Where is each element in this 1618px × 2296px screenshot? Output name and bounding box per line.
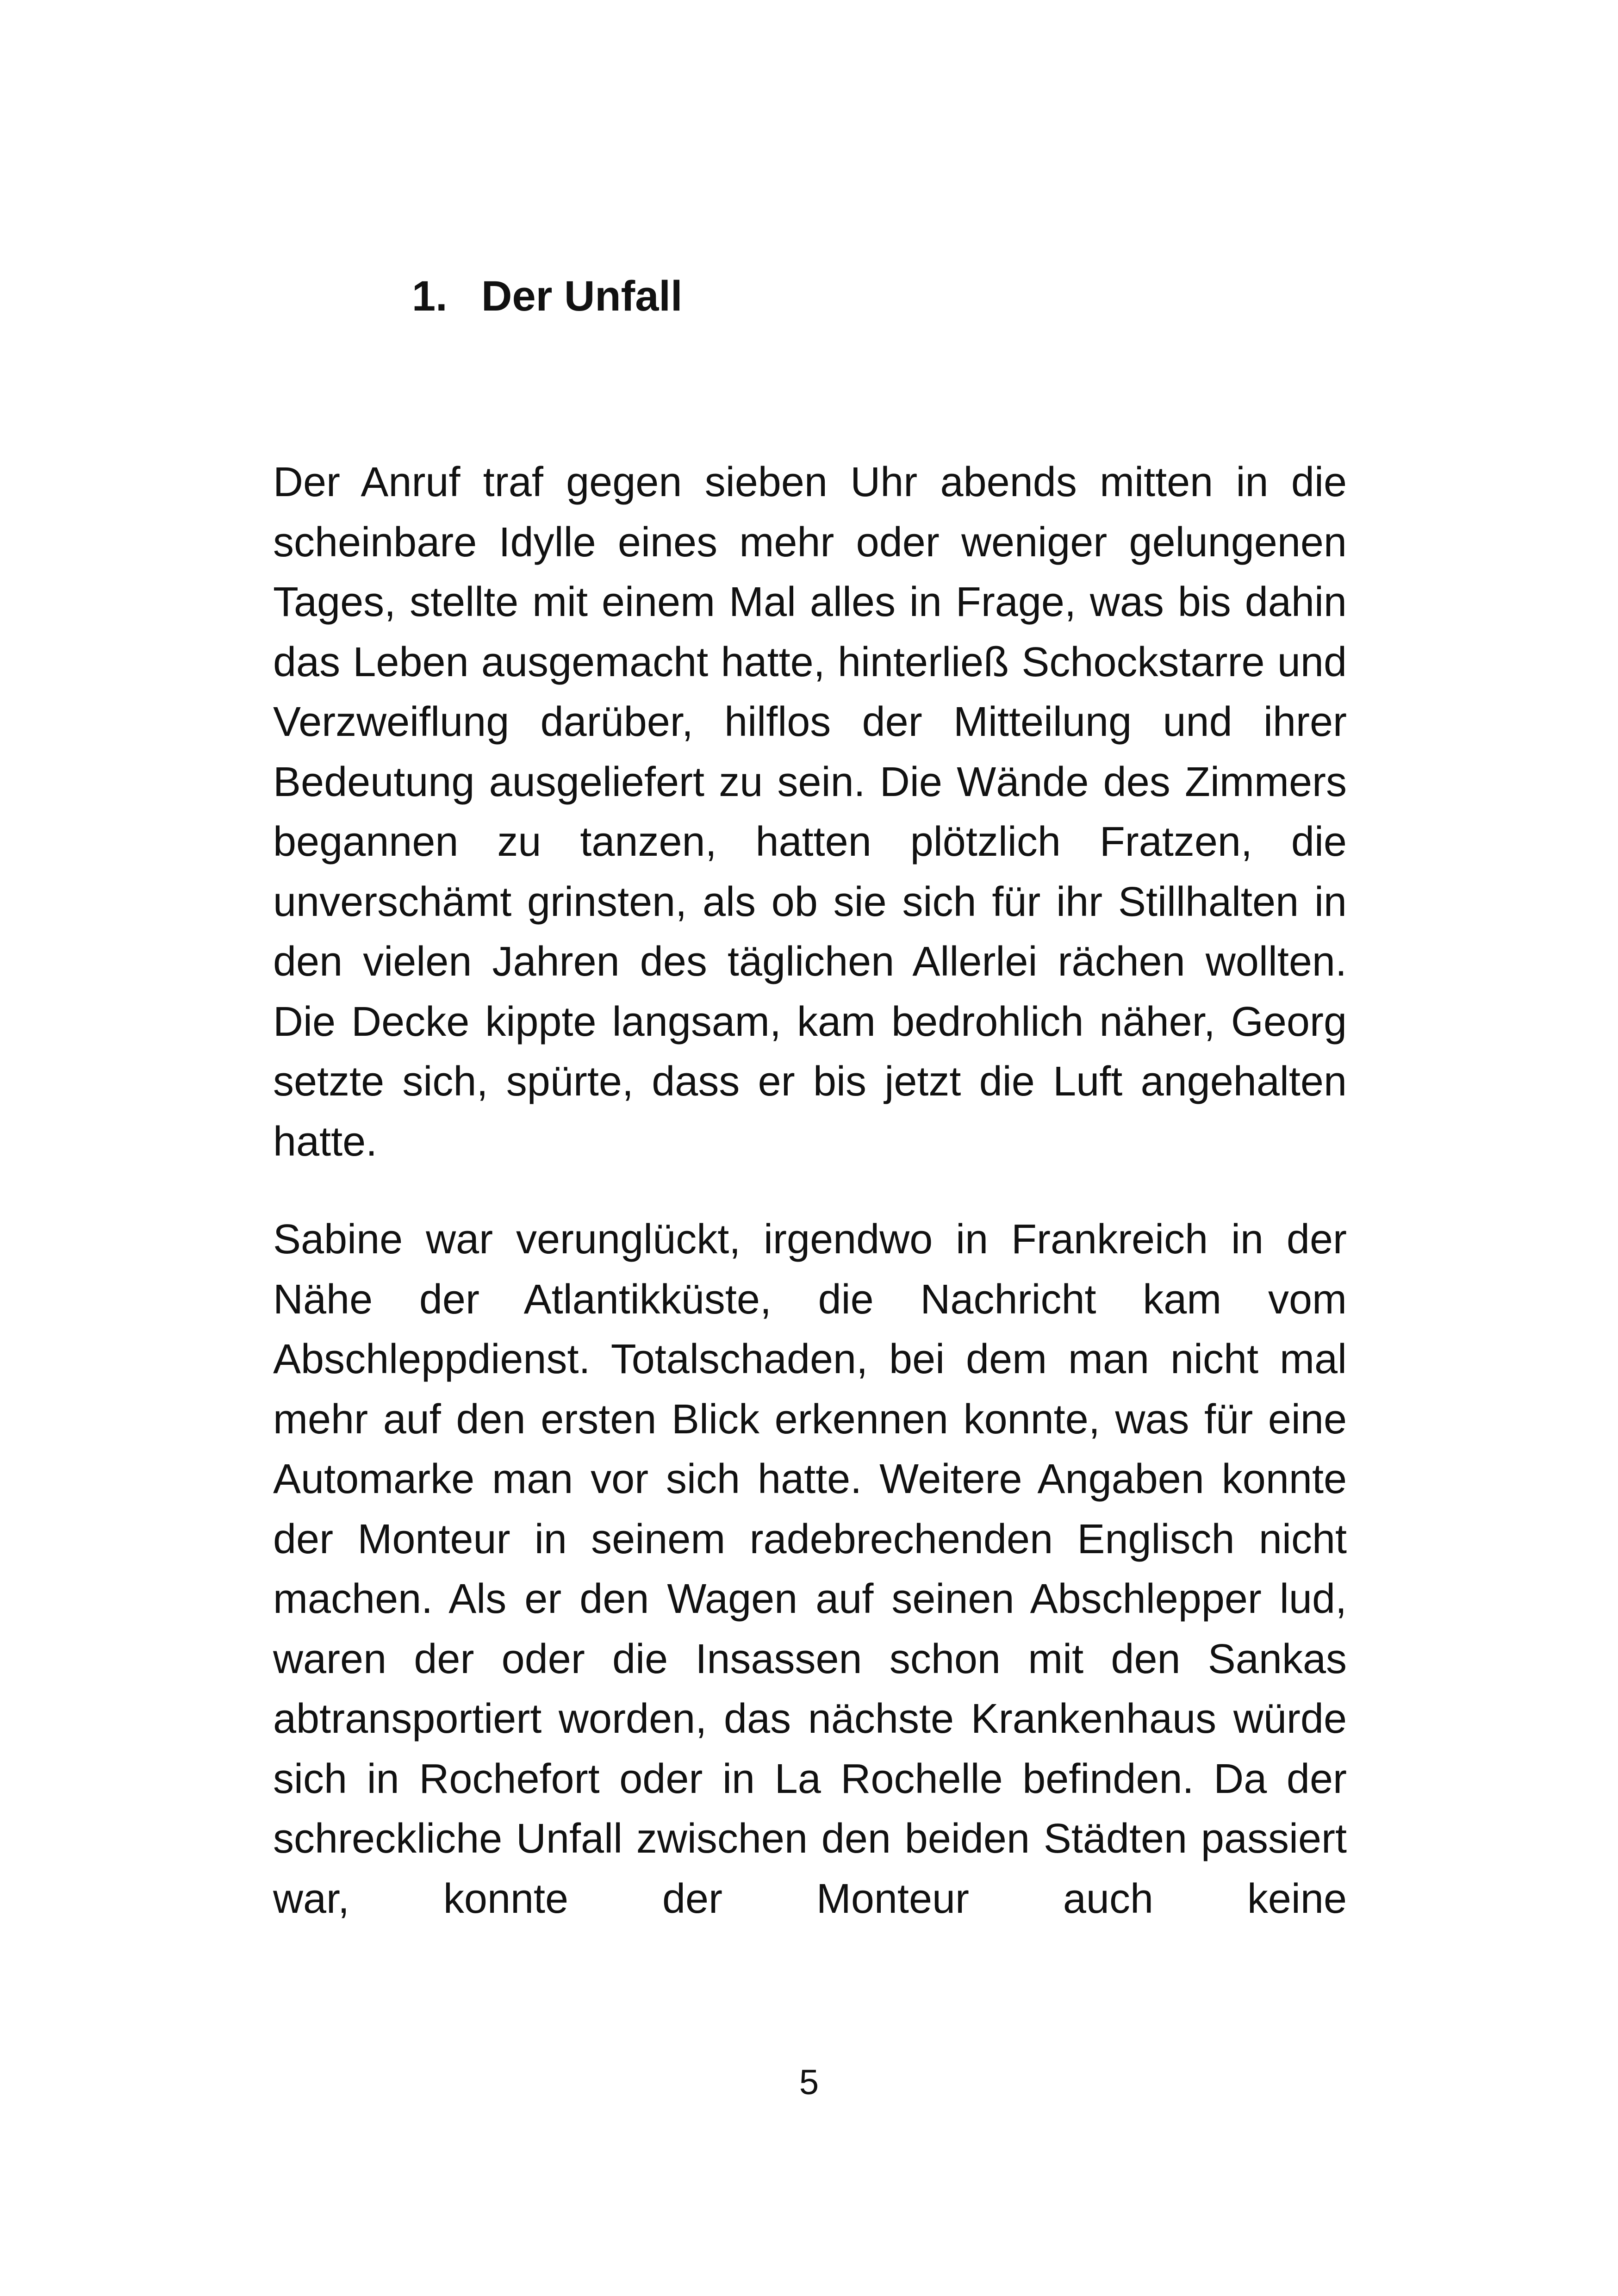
chapter-heading [412,268,683,324]
chapter-title: Der Unfall [481,273,683,320]
paragraph: Der Anruf traf gegen sieben Uhr abends mitten in die scheinbare Idylle eines mehr oder weniger gelungenen Tages, stellte mit einem Mal alles in Frage, was bis dahin das Leben ausgemacht hatte, hinterließ Schockstarre und Verzweiflung darüber, hilflos der Mitteilung und ihrer Bedeutung ausgeliefert zu sein. Die Wände des Zimmers begannen zu tanzen, hatten plötzlich Fratzen, die unverschämt grinsten, als ob sie sich für ihr Stillhalten in den vielen Jahren des täglichen Allerlei rächen wollten. Die Decke kippte langsam, kam bedrohlich näher, Georg setzte sich, spürte, dass er bis jetzt die Luft angehalten hatte. [273,459,1347,1165]
body-text [273,453,1347,1929]
page-number: 5 [799,2063,819,2102]
chapter-number: 1. [412,273,448,320]
paragraph: Sabine war verunglückt, irgendwo in Frankreich in der Nähe der Atlantikküste, die Nachricht kam vom Abschleppdienst. Totalschaden, bei dem man nicht mal mehr auf den ersten Blick erkennen konnte, was für eine Automarke man vor sich hatte. Weitere Angaben konnte der Monteur in seinem radebrechenden Englisch nicht machen. Als er den Wagen auf seinen Abschlepper lud, waren der oder die Insassen schon mit den Sankas abtransportiert worden, das nächste Krankenhaus würde sich in Rochefort oder in La Rochelle befinden. Da der schreckliche Unfall zwischen den beiden Städten passiert war, konnte der Monteur auch keine [273,1216,1347,1922]
